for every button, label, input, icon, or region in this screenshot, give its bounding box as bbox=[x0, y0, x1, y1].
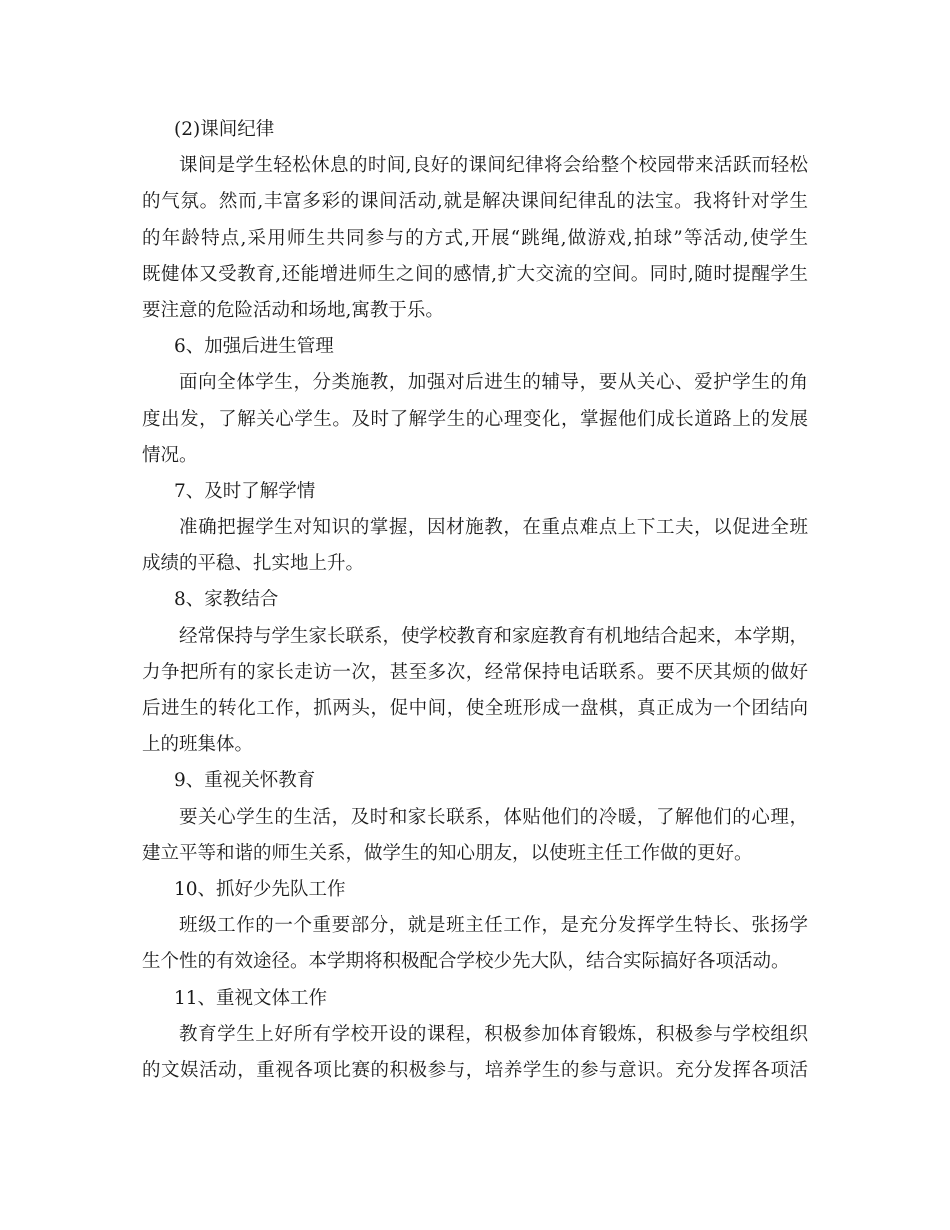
section-heading: 11、重视文体工作 bbox=[174, 987, 328, 1009]
paragraph-line: 后进生的转化工作，抓两头，促中间，使全班形成一盘棋，真正成为一个团结向 bbox=[142, 698, 808, 719]
section-heading: 8、家教结合 bbox=[174, 589, 279, 611]
paragraph-line: 成绩的平稳、扎实地上升。 bbox=[142, 553, 365, 575]
section-heading: 6、加强后进生管理 bbox=[174, 336, 334, 358]
paragraph-line: 的年龄特点,采用师生共同参与的方式,开展“跳绳,做游戏,拍球”等活动,使学生 bbox=[142, 227, 808, 249]
section-heading: (2)课间纪律 bbox=[174, 119, 275, 140]
section-heading: 9、重视关怀教育 bbox=[174, 770, 316, 792]
paragraph-line: 既健体又受教育,还能增进师生之间的感情,扩大交流的空间。同时,随时提醒学生 bbox=[142, 263, 808, 285]
paragraph-line: 生个性的有效途径。本学期将积极配合学校少先大队，结合实际搞好各项活动。 bbox=[142, 951, 790, 973]
paragraph-line: 力争把所有的家长走访一次，甚至多次，经常保持电话联系。要不厌其烦的做好 bbox=[142, 661, 808, 683]
paragraph-line: 课间是学生轻松休息的时间,良好的课间纪律将会给整个校园带来活跃而轻松 bbox=[179, 155, 808, 177]
paragraph-line: 教育学生上好所有学校开设的课程，积极参加体育锻炼，积极参与学校组织 bbox=[179, 1023, 808, 1045]
paragraph-line: 准确把握学生对知识的掌握，因材施教，在重点难点上下工夫，以促进全班 bbox=[179, 517, 808, 539]
paragraph-line: 度出发，了解关心学生。及时了解学生的心理变化，掌握他们成长道路上的发展 bbox=[142, 408, 808, 430]
paragraph-line: 面向全体学生，分类施教，加强对后进生的辅导，要从关心、爱护学生的角 bbox=[179, 372, 808, 394]
paragraph-line: 班级工作的一个重要部分，就是班主任工作，是充分发挥学生特长、张扬学 bbox=[179, 915, 808, 937]
document-page bbox=[142, 112, 808, 1089]
paragraph-line: 上的班集体。 bbox=[142, 734, 254, 756]
paragraph-line: 情况。 bbox=[142, 444, 198, 466]
paragraph-line: 的文娱活动，重视各项比赛的积极参与，培养学生的参与意识。充分发挥各项活 bbox=[142, 1059, 808, 1081]
document-body bbox=[142, 112, 808, 1089]
paragraph-line: 要注意的危险活动和场地,寓教于乐。 bbox=[142, 299, 444, 321]
paragraph-line: 的气氛。然而,丰富多彩的课间活动,就是解决课间纪律乱的法宝。我将针对学生 bbox=[142, 191, 808, 213]
section-heading: 7、及时了解学情 bbox=[174, 480, 316, 502]
paragraph-line: 建立平等和谐的师生关系，做学生的知心朋友，以使班主任工作做的更好。 bbox=[142, 842, 753, 864]
section-heading: 10、抓好少先队工作 bbox=[174, 878, 346, 900]
paragraph-line: 要关心学生的生活，及时和家长联系，体贴他们的冷暖，了解他们的心理， bbox=[179, 806, 808, 828]
paragraph-line: 经常保持与学生家长联系，使学校教育和家庭教育有机地结合起来，本学期， bbox=[179, 625, 808, 647]
